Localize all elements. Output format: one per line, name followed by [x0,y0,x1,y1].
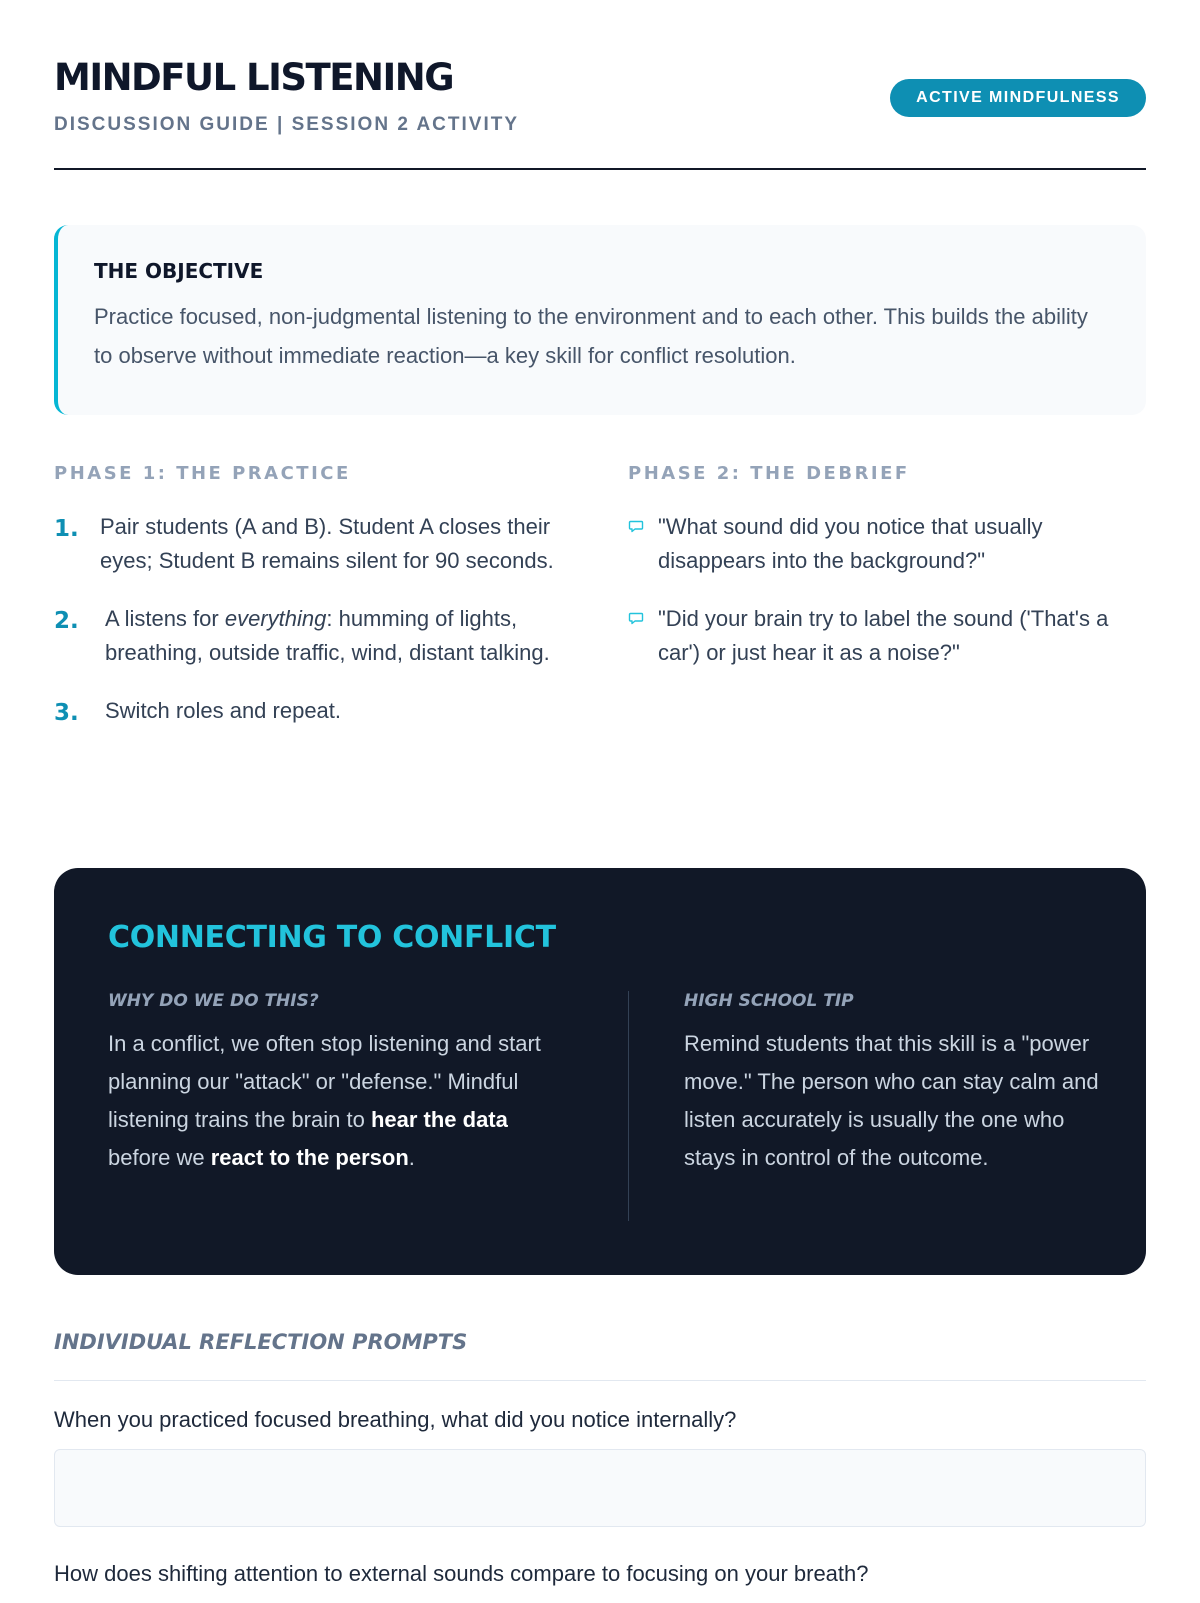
reflection-answer-field[interactable] [54,1449,1146,1527]
why-label: WHY DO WE DO THIS? [108,991,319,1011]
debrief-question [628,510,1148,578]
practice-step [54,510,574,578]
category-badge: ACTIVE MINDFULNESS [890,79,1146,117]
page-subtitle: DISCUSSION GUIDE | SESSION 2 ACTIVITY [54,114,520,135]
phases-section [54,415,1146,855]
objective-card [54,225,1146,415]
tip-text: Remind students that this skill is a "power move." The person who can stay calm and listen accurately is usually the one who stays in control of the outcome. [684,1031,1099,1170]
step-number: 1. [54,516,79,542]
why-column [108,991,554,1177]
objective-text: Practice focused, non-judgmental listening to the environment and to each other. This builds the ability to observe without immediate reaction—a key skill for conflict resolution. [94,304,1088,368]
step-text-emphasis: everything [224,606,327,631]
reflection-question: When you practiced focused breathing, what did you notice internally? [54,1407,737,1432]
reflection-question: How does shifting attention to external sounds compare to focusing on your breath? [54,1561,869,1586]
step-number: 2. [54,608,79,634]
phase-2 [628,463,1148,694]
why-text-bold: hear the data [370,1107,508,1132]
step-text: Pair students (A and B). Student A closes their eyes; Student B remains silent for 90 seconds. [100,514,554,573]
step-number: 3. [54,700,79,726]
debrief-question [628,602,1148,670]
connect-columns [108,991,1099,1221]
reflection-title: INDIVIDUAL REFLECTION PROMPTS [54,1330,1146,1381]
chat-bubble-icon [628,610,644,626]
step-text-post: : humming of lights, breathing, outside traffic, wind, distant talking. [105,606,550,665]
why-text [108,1025,554,1177]
tip-column [684,991,1104,1177]
practice-step [54,602,574,670]
why-text-part: . [408,1145,415,1170]
column-divider [628,991,629,1221]
connect-title: CONNECTING TO CONFLICT [108,920,556,955]
practice-step [54,694,574,728]
phase-1 [54,463,574,752]
step-text-pre: A listens for [105,606,225,631]
phase-1-title: PHASE 1: THE PRACTICE [54,463,351,484]
header [54,0,1146,170]
phase-2-title: PHASE 2: THE DEBRIEF [628,463,910,484]
chat-bubble-icon [628,518,644,534]
page-title: MINDFUL LISTENING [54,56,454,99]
tip-label: HIGH SCHOOL TIP [684,991,854,1011]
reflection-section [54,1330,1146,1603]
practice-steps [54,510,574,728]
question-text: "What sound did you notice that usually disappears into the background?" [658,514,1043,573]
why-text-bold: react to the person [210,1145,409,1170]
objective-title: THE OBJECTIVE [94,259,264,283]
why-text-part: before we [108,1145,211,1170]
step-text: Switch roles and repeat. [105,698,342,723]
debrief-questions [628,510,1148,670]
connecting-to-conflict-panel [54,868,1146,1275]
why-text-part: In a conflict, we often stop listening and start planning our "attack" or "defense." Mindful listening trains the brain to [108,1031,541,1132]
question-text: "Did your brain try to label the sound ('That's a car') or just hear it as a noise?" [658,606,1109,665]
